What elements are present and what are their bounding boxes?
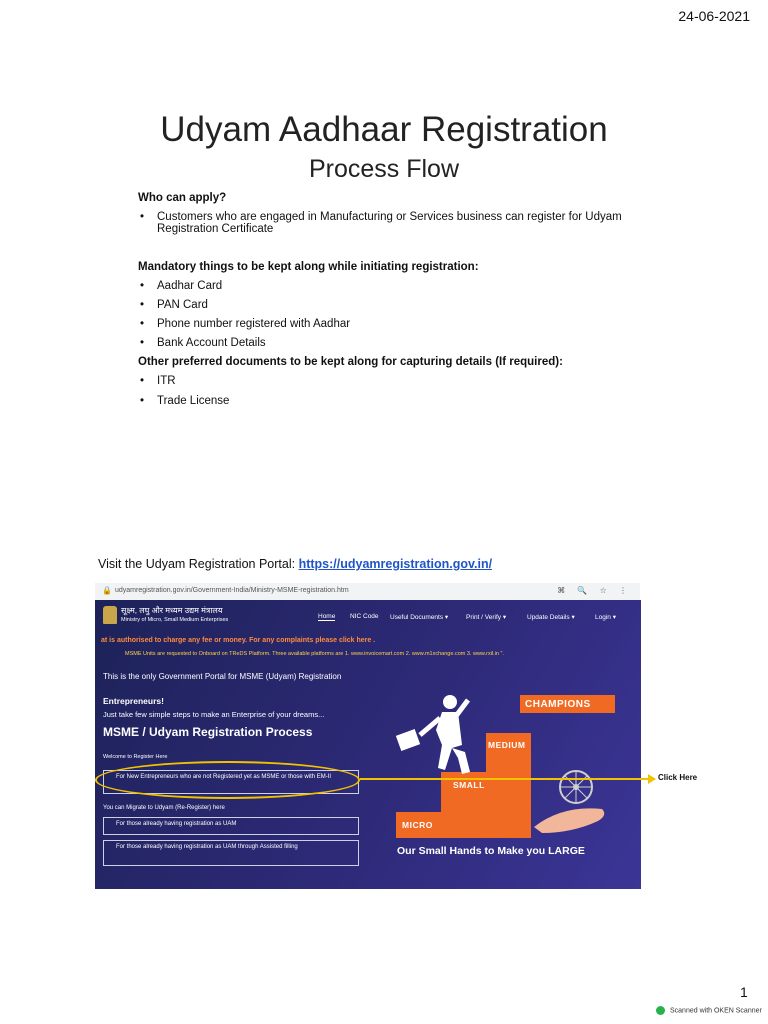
nav-useful-documents[interactable]: Useful Documents ▾ bbox=[390, 614, 449, 621]
stair-label-micro: MICRO bbox=[402, 820, 433, 830]
lock-icon: 🔒 bbox=[102, 586, 112, 595]
tagline: Our Small Hands to Make you LARGE bbox=[397, 845, 585, 857]
entrepreneurs-heading: Entrepreneurs! bbox=[103, 696, 164, 706]
mandatory-item: • Phone number registered with Aadhar bbox=[157, 318, 350, 330]
steps-text: Just take few simple steps to make an Enterprise of your dreams... bbox=[103, 710, 325, 719]
process-title: MSME / Udyam Registration Process bbox=[103, 725, 313, 739]
mandatory-item: • Bank Account Details bbox=[157, 337, 266, 349]
nav-home[interactable]: Home bbox=[318, 613, 336, 620]
page-subtitle: Process Flow bbox=[308, 155, 460, 183]
mandatory-item: • PAN Card bbox=[157, 299, 208, 311]
portal-screenshot bbox=[95, 600, 641, 889]
scanner-logo-icon bbox=[656, 1006, 665, 1015]
portal-statement: This is the only Government Portal for MSME (Udyam) Registration bbox=[103, 672, 342, 681]
uam-registration-button[interactable]: For those already having registration as UAM bbox=[103, 817, 359, 835]
address-url: udyamregistration.gov.in/Government-India/Ministry-MSME-registration.htm bbox=[115, 587, 349, 594]
stair-label-small: SMALL bbox=[453, 780, 485, 790]
mandatory-heading: Mandatory things to be kept along while initiating registration: bbox=[138, 261, 479, 273]
browser-address-bar[interactable] bbox=[95, 583, 640, 601]
portal-link[interactable]: https://udyamregistration.gov.in/ bbox=[298, 557, 493, 571]
other-docs-heading: Other preferred documents to be kept along for capturing details (If required): bbox=[138, 356, 563, 368]
stair-label-champions: CHAMPIONS bbox=[525, 699, 591, 710]
ministry-hindi: सूक्ष्म, लघु और मध्यम उद्यम मंत्रालय bbox=[121, 606, 223, 615]
nav-nic-code[interactable]: NIC Code bbox=[350, 613, 379, 620]
click-here-pointer-line bbox=[360, 778, 655, 780]
browser-tool-icons: ⌘ 🔍 ☆ ⋮ bbox=[557, 586, 632, 595]
climbing-man-icon bbox=[390, 690, 490, 800]
stair-label-medium: MEDIUM bbox=[488, 740, 526, 750]
arrow-head-icon bbox=[648, 774, 656, 784]
page-number: 1 bbox=[740, 984, 748, 1000]
visit-portal-text bbox=[98, 557, 492, 571]
who-can-apply-item-continued: Registration Certificate bbox=[157, 223, 274, 235]
date-label: 24-06-2021 bbox=[678, 8, 750, 24]
visit-label: Visit the Udyam Registration Portal: bbox=[98, 557, 299, 571]
nav-update-details[interactable]: Update Details ▾ bbox=[527, 614, 575, 621]
uam-assisted-button[interactable]: For those already having registration as UAM through Assisted filling bbox=[103, 840, 359, 866]
page-title: Udyam Aadhaar Registration bbox=[160, 110, 608, 149]
mandatory-item: • Aadhar Card bbox=[157, 280, 222, 292]
other-docs-item: • ITR bbox=[157, 375, 176, 387]
scanner-text: Scanned with OKEN Scanner bbox=[670, 1007, 762, 1015]
ministry-english: Ministry of Micro, Small Medium Enterprises bbox=[121, 617, 229, 623]
welcome-label: Welcome to Register Here bbox=[103, 754, 168, 760]
notice-ticker: at is authorised to charge any fee or money. For any complaints please click here . bbox=[101, 637, 376, 644]
who-can-apply-item: • Customers who are engaged in Manufacturing or Services business can register for Udyam bbox=[157, 211, 622, 223]
treds-notice: MSME Units are requested to Onboard on TReDS Platform. Three available platforms are 1. www.invoicemart.com 2. www.m1xchange.com 3. www.rxil.in ". bbox=[125, 651, 504, 657]
migrate-label: You can Migrate to Udyam (Re-Register) here bbox=[103, 805, 225, 811]
nav-print-verify[interactable]: Print / Verify ▾ bbox=[466, 614, 507, 621]
hand-with-chakra-icon bbox=[532, 765, 612, 835]
emblem-icon bbox=[103, 606, 117, 624]
highlight-ellipse bbox=[95, 761, 360, 799]
click-here-label: Click Here bbox=[658, 773, 698, 782]
nav-login[interactable]: Login ▾ bbox=[595, 614, 616, 621]
other-docs-item: • Trade License bbox=[157, 395, 229, 407]
scanner-watermark bbox=[656, 1006, 762, 1015]
who-can-apply-heading: Who can apply? bbox=[138, 192, 227, 204]
new-entrepreneur-button[interactable]: For New Entrepreneurs who are not Registered yet as MSME or those with EM-II bbox=[103, 770, 359, 794]
